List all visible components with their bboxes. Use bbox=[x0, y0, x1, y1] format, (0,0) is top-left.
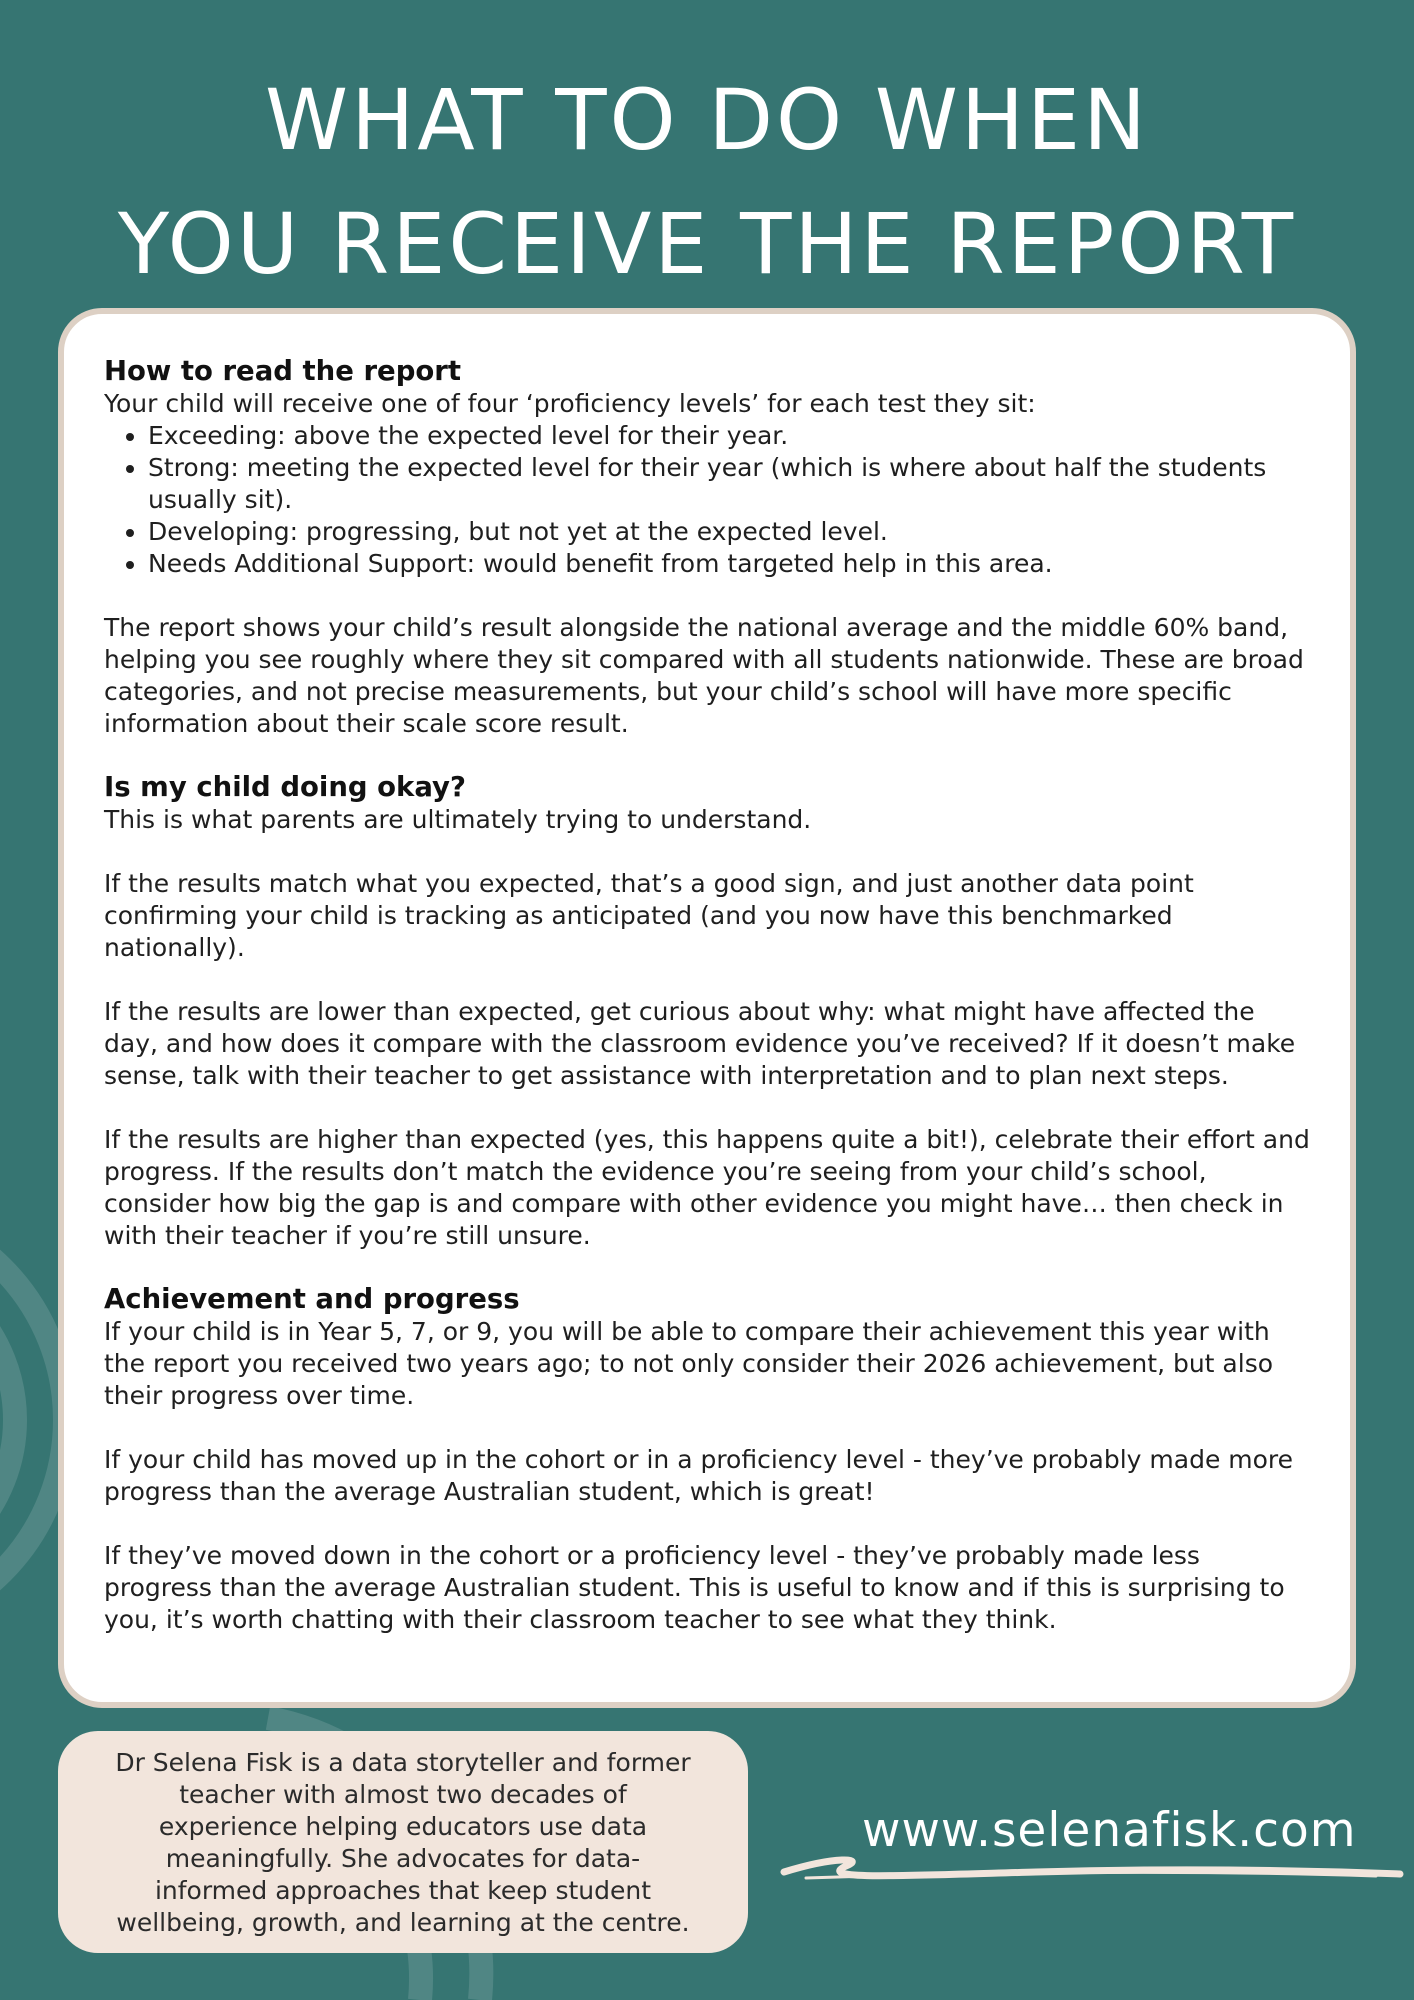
title-line-2: YOU RECEIVE THE REPORT bbox=[117, 195, 1297, 293]
bio-line: teacher with almost two decades of bbox=[179, 1780, 627, 1809]
proficiency-levels-list bbox=[104, 420, 1310, 580]
list-item: • Strong: meeting the expected level for their year (which is where about half the students usually sit). bbox=[148, 452, 1310, 516]
bio-line: wellbeing, growth, and learning at the centre. bbox=[116, 1908, 690, 1937]
progress-paragraph: If they’ve moved down in the cohort or a proficiency level - they’ve probably made less progress than the average Australian student. This is useful to know and if this is surprising to you, it’s worth chatting with their classroom teacher to see what they think. bbox=[104, 1541, 1285, 1634]
website-link[interactable]: www.selenafisk.com bbox=[862, 1803, 1357, 1858]
title-line-1: WHAT TO DO WHEN bbox=[265, 71, 1149, 169]
report-guide-card bbox=[58, 308, 1356, 1708]
heading-achievement-progress: Achievement and progress bbox=[104, 1283, 520, 1315]
list-item: • Needs Additional Support: would benefit from targeted help in this area. bbox=[148, 548, 1310, 580]
read-paragraph: The report shows your child’s result alongside the national average and the middle 60% band, helping you see roughly where they sit compared with all students nationwide. These are broad categories, and not precise measurements, but your child’s school will have more specific information about their scale score result. bbox=[104, 613, 1304, 738]
author-bio-box bbox=[58, 1731, 748, 1953]
progress-paragraph: If your child is in Year 5, 7, or 9, you will be able to compare their achievement this year with the report you received two years ago; to not only consider their 2026 achievement, but also their progress over time. bbox=[104, 1317, 1274, 1410]
okay-paragraph: If the results are higher than expected (yes, this happens quite a bit!), celebrate their effort and progress. If the results don’t match the evidence you’re seeing from your child’s school, consider how big the gap is and compare with other evidence you might have… then check in with their teacher if you’re still unsure. bbox=[104, 1125, 1310, 1250]
progress-paragraph: If your child has moved up in the cohort or in a proficiency level - they’ve probably made more progress than the average Australian student, which is great! bbox=[104, 1445, 1294, 1506]
okay-paragraph: This is what parents are ultimately trying to understand. bbox=[104, 805, 812, 834]
heading-doing-okay: Is my child doing okay? bbox=[104, 771, 466, 803]
bio-line: meaningfully. She advocates for data- bbox=[165, 1844, 641, 1873]
page-title bbox=[0, 58, 1414, 306]
list-item: • Developing: progressing, but not yet at the expected level. bbox=[148, 516, 1310, 548]
okay-paragraph: If the results match what you expected, that’s a good sign, and just another data point confirming your child is tracking as anticipated (and you now have this benchmarked nationally). bbox=[104, 869, 1194, 962]
okay-paragraph: If the results are lower than expected, get curious about why: what might have affected the day, and how does it compare with the classroom evidence you’ve received? If it doesn’t make sense, talk with their teacher to get assistance with interpretation and to plan next steps. bbox=[104, 997, 1296, 1090]
brush-underline-icon bbox=[776, 1836, 1408, 1886]
bio-line: informed approaches that keep student bbox=[154, 1876, 652, 1905]
bio-line: experience helping educators use data bbox=[158, 1812, 648, 1841]
heading-read-report: How to read the report bbox=[104, 355, 461, 387]
read-intro: Your child will receive one of four ‘proficiency levels’ for each test they sit: bbox=[104, 389, 1036, 418]
list-item: • Exceeding: above the expected level for their year. bbox=[148, 420, 1310, 452]
bio-line: Dr Selena Fisk is a data storyteller and former bbox=[115, 1748, 691, 1777]
